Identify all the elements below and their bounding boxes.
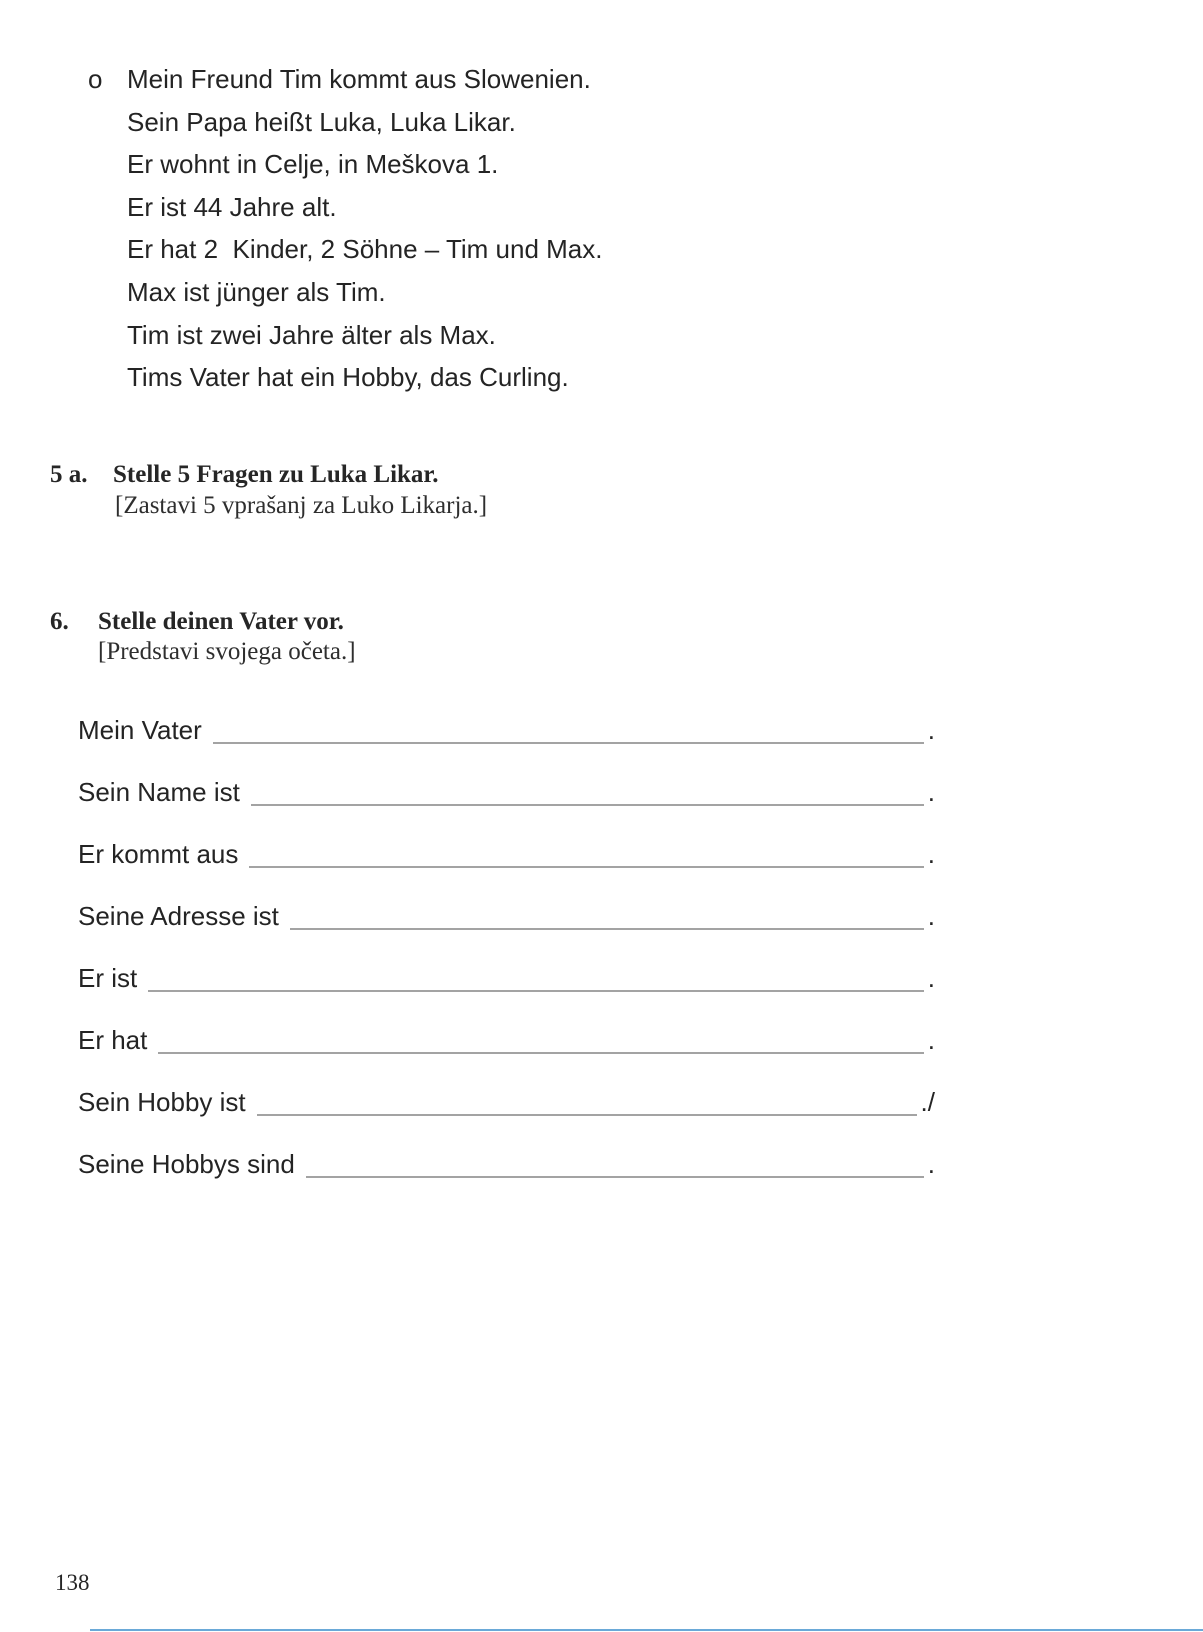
fill-row (78, 961, 935, 995)
fill-row-label: Er hat (78, 1025, 148, 1055)
fill-row-punctuation: . (927, 715, 935, 745)
intro-passage (88, 58, 603, 399)
fill-row-punctuation: . (927, 901, 935, 931)
intro-line: Er wohnt in Celje, in Meškova 1. (127, 149, 499, 180)
fill-row (78, 1085, 935, 1119)
blank-line (257, 1114, 917, 1116)
exercise-5a-translation: [Zastavi 5 vprašanj za Luko Likarja.] (115, 492, 488, 519)
fill-row-punctuation: . (927, 1025, 935, 1055)
intro-line: Tims Vater hat ein Hobby, das Curling. (127, 362, 569, 393)
fill-row (78, 837, 935, 871)
exercise-6-translation: [Predstavi svojega očeta.] (98, 638, 356, 665)
intro-line: Er ist 44 Jahre alt. (127, 191, 337, 222)
fill-row-punctuation: . (927, 963, 935, 993)
intro-line: Er hat 2 Kinder, 2 Söhne – Tim und Max. (127, 234, 603, 265)
blank-line (249, 866, 923, 868)
fill-row (78, 713, 935, 747)
exercise-5a-title: Stelle 5 Fragen zu Luka Likar. (113, 461, 439, 488)
fill-row-label: Sein Name ist (78, 777, 240, 807)
fill-row-label: Seine Adresse ist (78, 901, 279, 931)
fill-row-punctuation: ./ (920, 1087, 935, 1117)
footer-rule (90, 1629, 1203, 1631)
blank-line (306, 1176, 924, 1178)
blank-line (148, 990, 924, 992)
fill-row (78, 899, 935, 933)
fill-row (78, 775, 935, 809)
intro-line: Tim ist zwei Jahre älter als Max. (127, 319, 496, 350)
fill-row-label: Seine Hobbys sind (78, 1149, 295, 1179)
page-number: 138 (55, 1570, 90, 1595)
fill-row (78, 1023, 935, 1057)
fill-row-punctuation: . (927, 839, 935, 869)
fill-row-label: Sein Hobby ist (78, 1087, 246, 1117)
exercise-6-number: 6. (50, 608, 69, 635)
fill-row-punctuation: . (927, 1149, 935, 1179)
intro-line: Sein Papa heißt Luka, Luka Likar. (127, 106, 516, 137)
intro-line: Mein Freund Tim kommt aus Slowenien. (127, 64, 591, 94)
bullet-marker: o (88, 64, 103, 94)
intro-text (127, 58, 603, 399)
exercise-5a-number: 5 a. (50, 461, 88, 488)
intro-line: Max ist jünger als Tim. (127, 276, 386, 307)
fill-row-label: Er kommt aus (78, 839, 239, 869)
blank-line (158, 1052, 923, 1054)
blank-line (213, 742, 924, 744)
blank-line (290, 928, 924, 930)
fill-row-label: Er ist (78, 963, 138, 993)
fill-in-section (78, 713, 935, 1209)
fill-row-punctuation: . (927, 777, 935, 807)
exercise-6-title: Stelle deinen Vater vor. (98, 608, 344, 635)
fill-row-label: Mein Vater (78, 715, 202, 745)
blank-line (251, 804, 924, 806)
fill-row (78, 1147, 935, 1181)
